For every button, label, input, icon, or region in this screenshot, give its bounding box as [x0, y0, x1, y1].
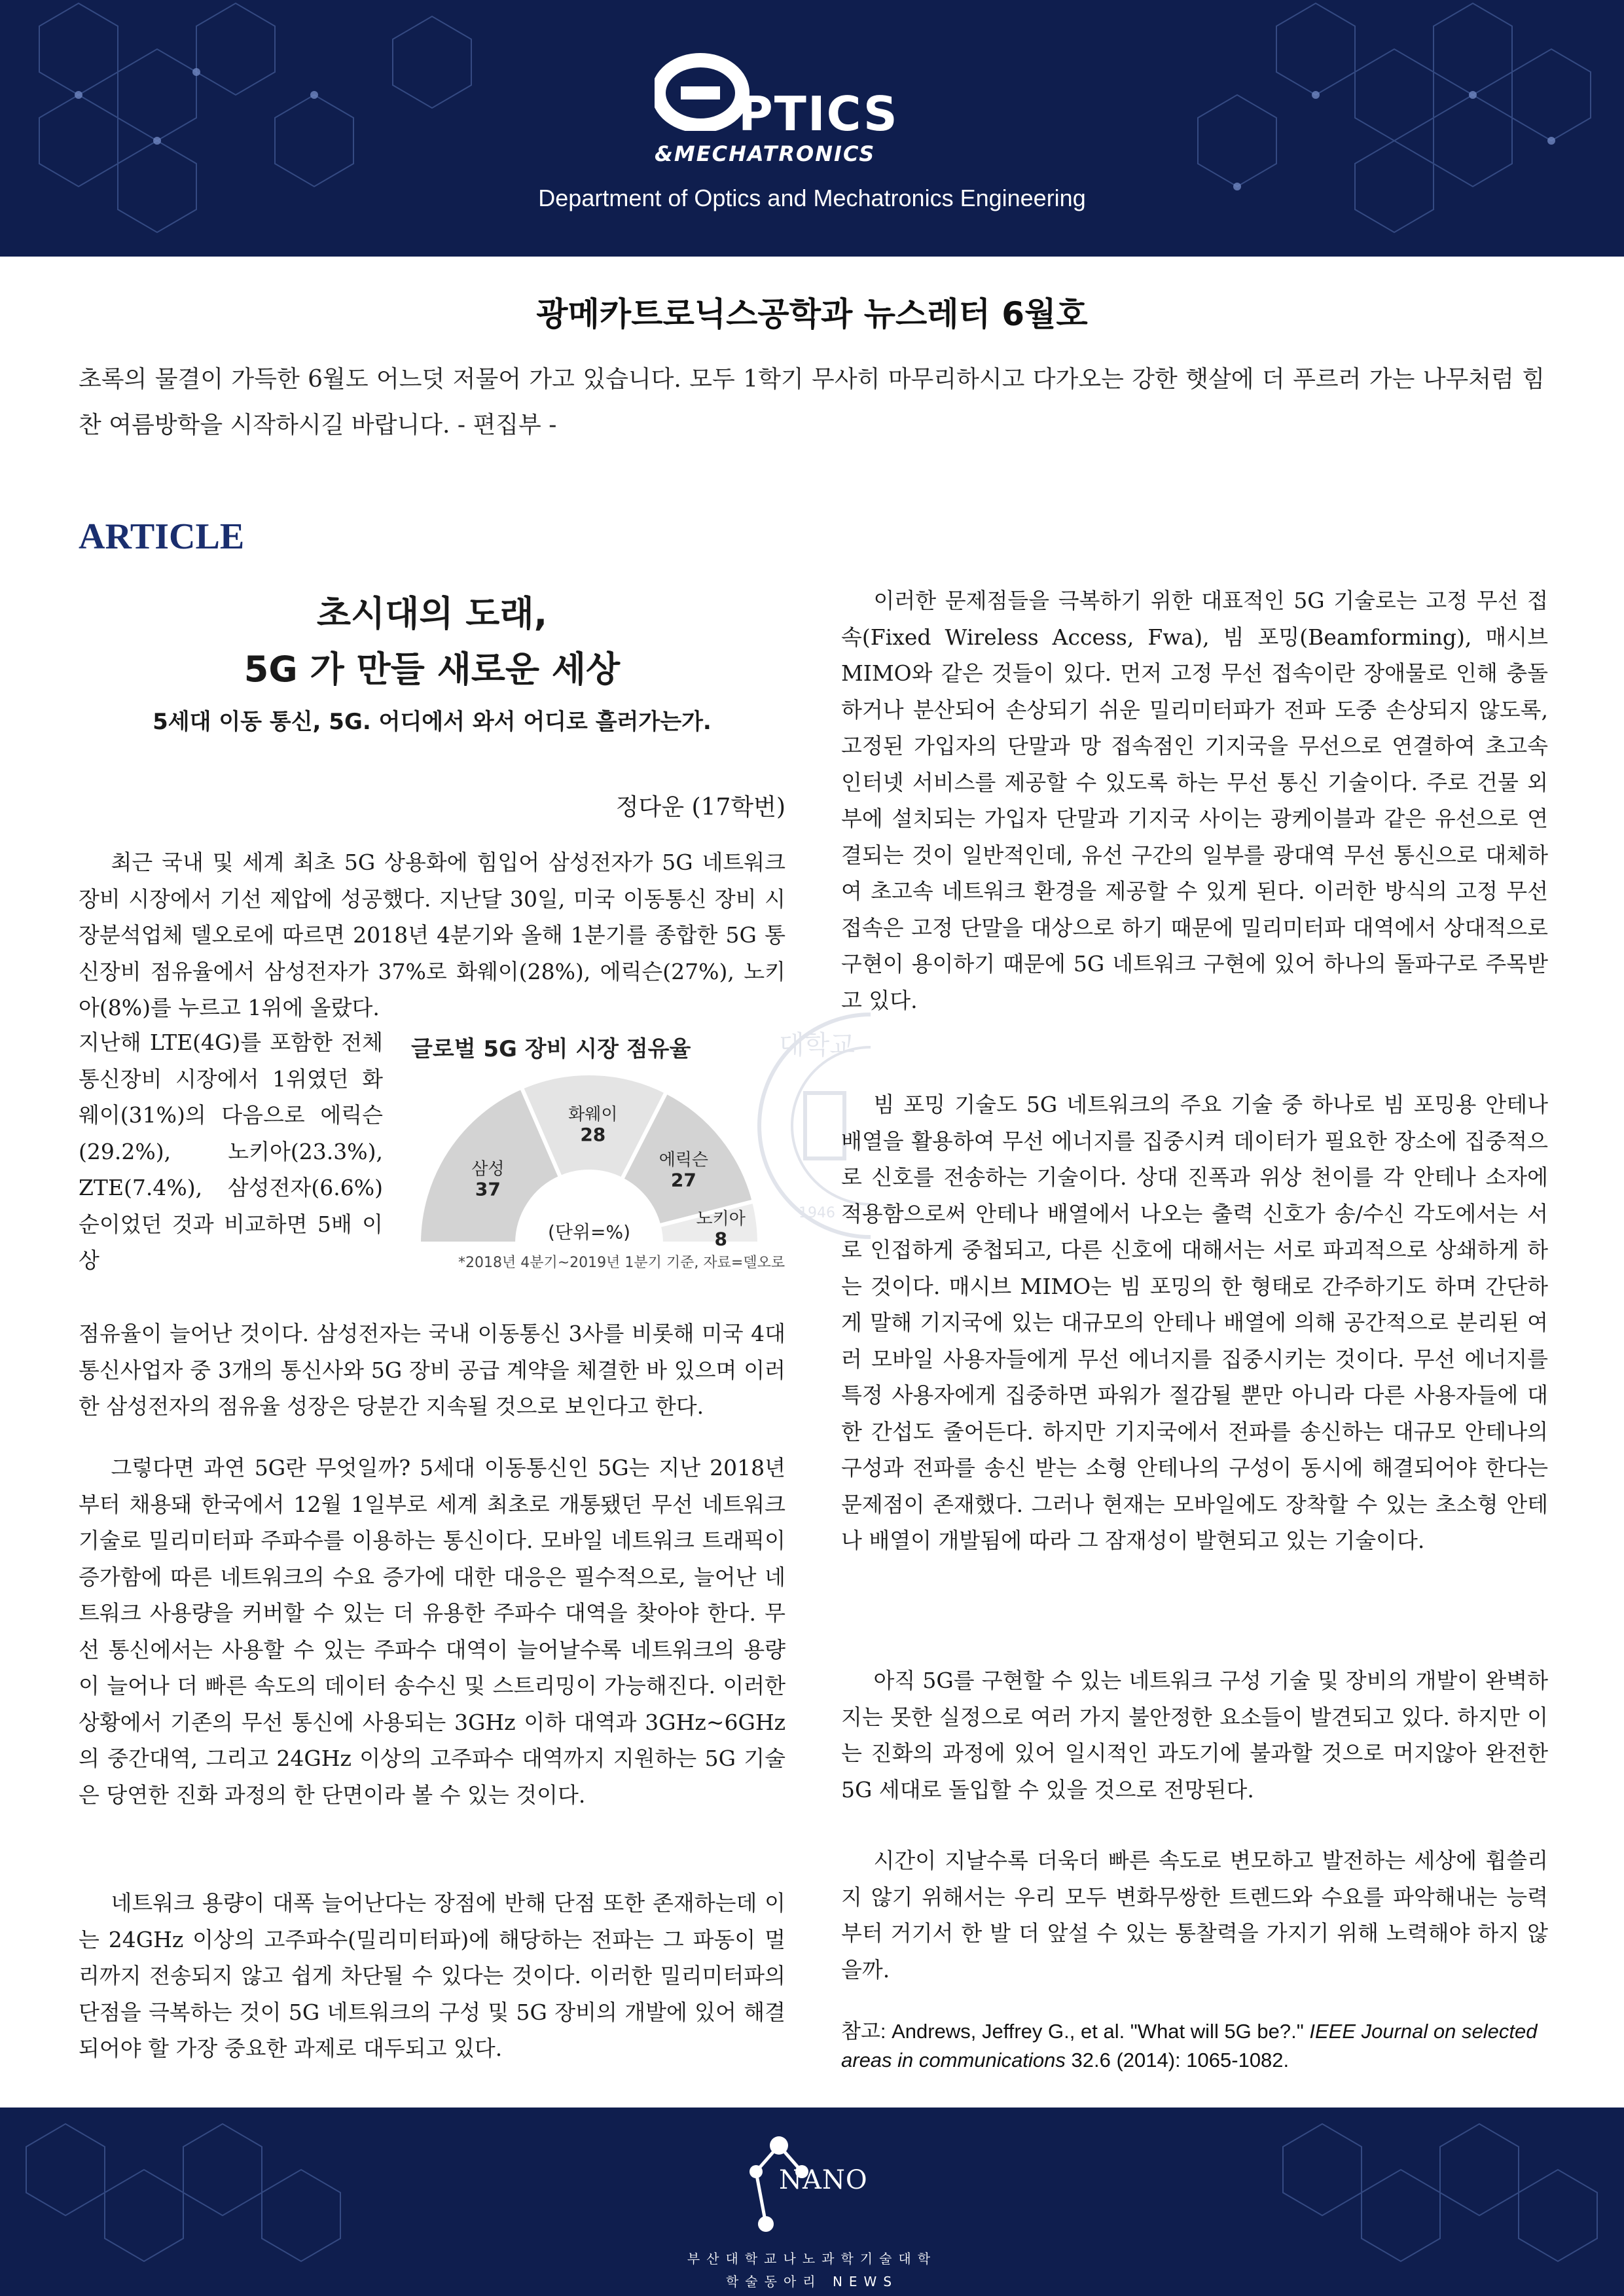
article-paragraph-6: 아직 5G를 구현할 수 있는 네트워크 구성 기술 및 장비의 개발이 완벽하지는 못한 실정으로 여러 가지 불안정한 요소들이 발견되고 있다. 하지만 이는 진화의 과정에 있어 일시적인 과도기에 불과할 것으로 머지않아 완전한 5G 세대로 돌입할 수 있을 것으로 전망된다. [841, 1668, 1548, 1803]
reference-suffix: 32.6 (2014): 1065-1082. [1065, 2049, 1290, 2072]
article-paragraph-1: 최근 국내 및 세계 최초 5G 상용화에 힘입어 삼성전자가 5G 네트워크 장비 시장에서 기선 제압에 성공했다. 지난달 30일, 미국 이동통신 장비 시장분석업체 델오로에 따르면 2018년 4분기와 올해 1분기를 종합한 5G 통신장비 점유율에서 삼성전자가 37%로 화웨이(28%), 에릭슨(27%), 노키아(8%)를 누르고 1위에 올랐다. [79, 850, 785, 1020]
chart-slice-value-1: 37 [475, 1178, 501, 1200]
article-paragraph-5: 빔 포밍 기술도 5G 네트워크의 주요 기술 중 하나로 빔 포밍용 안테나 배열을 활용하여 무선 에너지를 집중시켜 데이터가 필요한 장소에 집중적으로 신호를 전송하는 기술이다. 상대 진폭과 위상 천이를 각 안테나 소자에 적용함으로써 안테나 배열에서 나오는 출력 신호가 송/수신 각도에서는 서로 인접하게 중첩되고, 다른 신호에 대해서는 서로 파괴적으로 상쇄하게 하는 것이다. 매시브 MIMO는 빔 포밍의 한 형태로 간주하기도 하며 간단하게 말해 기지국에 있는 대규모의 안테나 배열에 의해 공간적으로 분리된 여러 모바일 사용자들에게 무선 에너지를 집중시키는 것이다. 무선 에너지를 특정 사용자에게 집중하면 파워가 절감될 뿐만 아니라 다른 사용자들에 대한 간섭도 줄어든다. 하지만 기지국에서 전파를 송신하는 대규모 안테나의 구성과 전파를 송신 받는 소형 안테나의 구성이 동시에 해결되어야 한다는 문제점이 존재했다. 그러나 현재는 모바일에도 장착할 수 있는 초소형 안테나 배열이 개발됨에 따라 그 잠재성이 발현되고 있는 기술이다. [841, 1092, 1548, 1553]
chart-title: 글로벌 5G 장비 시장 점유율 [411, 1036, 691, 1062]
logo-main-text: PTICS [738, 86, 899, 141]
article-paragraph-1-end: 점유율이 늘어난 것이다. 삼성전자는 국내 이동통신 3사를 비롯해 미국 4대 통신사업자 중 3개의 통신사와 5G 장비 공급 계약을 체결한 바 있으며 이러한 삼성전자의 점유율 성장은 당분간 지속될 것으로 보인다고 한다. [79, 1321, 785, 1419]
department-name: Department of Optics and Mechatronics Engineering [538, 185, 1086, 211]
reference [841, 2017, 1548, 2075]
article-paragraph-2: 그렇다면 과연 5G란 무엇일까? 5세대 이동통신인 5G는 지난 2018년부터 채용돼 한국에서 12월 1일부로 세계 최초로 개통됐던 무선 네트워크 기술로 밀리미터파 주파수를 이용하는 통신이다. 모바일 네트워크 트래픽이 증가함에 따른 네트워크의 수요 증가에 대한 대응은 필수적으로, 늘어난 네트워크 사용량을 커버할 수 있는 더 유용한 주파수 대역을 찾아야 한다. 무선 통신에서는 사용할 수 있는 주파수 대역이 늘어날수록 네트워크의 용량이 늘어나 더 빠른 속도의 데이터 송수신 및 스트리밍이 가능해진다. 이러한 상황에서 기존의 무선 통신에 사용되는 3GHz 이하 대역과 3GHz~6GHz의 중간대역, 그리고 24GHz 이상의 고주파수 대역까지 지원하는 5G 기술은 당연한 진화 과정의 한 단면이라 볼 수 있는 것이다. [79, 1455, 785, 1808]
footer-line-2: 학술동아리 NEWS [725, 2274, 899, 2289]
newsletter-intro: 초록의 물결이 가득한 6월도 어느덧 저물어 가고 있습니다. 모두 1학기 무사히 마무리하시고 다가오는 강한 햇살에 더 푸르러 가는 나무처럼 힘찬 여름방학을 시작하시길 바랍니다. - 편집부 - [79, 366, 1545, 439]
market-share-chart [406, 1067, 772, 1250]
watermark-year: 1946 [799, 1205, 835, 1221]
article-paragraph-4: 이러한 문제점들을 극복하기 위한 대표적인 5G 기술로는 고정 무선 접속(Fixed Wireless Access, Fwa), 빔 포밍(Beamforming), 매시브 MIMO와 같은 것들이 있다. 먼저 고정 무선 접속이란 장애물로 인해 충돌하거나 분산되어 손상되기 쉬운 밀리미터파가 전파 도중 손상되지 않도록, 고정된 가입자의 단말과 망 접속점인 기지국을 무선으로 연결하여 초고속 인터넷 서비스를 제공할 수 있도록 하는 무선 통신 기술이다. 주로 건물 외부에 설치되는 가입자 단말과 기지국 사이는 광케이블과 같은 유선으로 연결되는 것이 일반적인데, 유선 구간의 일부를 광대역 무선 통신으로 대체하여 초고속 네트워크 환경을 제공할 수 있게 된다. 이러한 방식의 고정 무선 접속은 고정 단말을 대상으로 하기 때문에 밀리미터파 대역에서 상대적으로 구현이 용이하기 때문에 5G 네트워크 구현에 있어 하나의 돌파구로 주목받고 있다. [841, 588, 1548, 1013]
header-banner [0, 0, 1624, 257]
chart-slice-label-3: 에릭슨 [659, 1150, 709, 1170]
chart-unit-label: (단위=%) [547, 1221, 631, 1243]
reference-prefix: 참고: Andrews, Jeffrey G., et al. "What will 5G be?." [841, 2020, 1310, 2043]
article-headline-line2: 5G 가 만들 새로운 세상 [244, 649, 621, 690]
article-author: 정다운 (17학번) [615, 794, 785, 821]
chart-slice-value-2: 28 [580, 1124, 606, 1146]
optics-logo [655, 52, 995, 170]
reference-journal: IEEE Journal on selected areas in communications [841, 2020, 1538, 2072]
section-label: ARTICLE [79, 516, 245, 557]
article-headline-line1: 초시대의 도래, [316, 593, 548, 634]
article-subheadline: 5세대 이동 통신, 5G. 어디에서 와서 어디로 흘러가는가. [153, 709, 712, 735]
nano-logo-text: NANO [779, 2165, 868, 2195]
chart-slice-label-1: 삼성 [471, 1159, 505, 1179]
article-paragraph-7: 시간이 지날수록 더욱더 빠른 속도로 변모하고 발전하는 세상에 휩쓸리지 않기 위해서는 우리 모두 변화무쌍한 트렌드와 수요를 파악해내는 능력부터 거기서 한 발 더 앞설 수 있는 통찰력을 가지기 위해 노력해야 하지 않을까. [841, 1848, 1548, 1982]
article-paragraph-3: 네트워크 용량이 대폭 늘어난다는 장점에 반해 단점 또한 존재하는데 이는 24GHz 이상의 고주파수(밀리미터파)에 해당하는 전파는 그 파동이 멀리까지 전송되지 않고 쉽게 차단될 수 있다는 것이다. 이러한 밀리미터파의 단점을 극복하는 것이 5G 네트워크의 구성 및 5G 장비의 개발에 있어 해결되어야 할 가장 중요한 과제로 대두되고 있다. [79, 1890, 785, 2061]
chart-slice-label-2: 화웨이 [568, 1105, 618, 1125]
footer-banner [0, 2108, 1624, 2296]
chart-slice-value-3: 27 [670, 1169, 696, 1191]
chart-slice-value-4: 8 [714, 1228, 727, 1250]
chart-footnote: *2018년 4분기~2019년 1분기 기준, 자료=델오로 [458, 1255, 785, 1271]
logo-sub-text: &MECHATRONICS [655, 141, 876, 166]
article-paragraph-1-wrap: 지난해 LTE(4G)를 포함한 전체 통신장비 시장에서 1위였던 화웨이(31%)의 다음으로 에릭슨(29.2%), 노키아(23.3%), ZTE(7.4%), 삼성전자(6.6%) 순이었던 것과 비교하면 5배 이상 [79, 1030, 383, 1273]
watermark-text: 대학교 [779, 1030, 855, 1060]
newsletter-title: 광메카트로닉스공학과 뉴스레터 6월호 [536, 295, 1088, 333]
footer-line-1: 부산대학교나노과학기술대학 [687, 2251, 937, 2267]
chart-slice-label-4: 노키아 [696, 1209, 746, 1229]
